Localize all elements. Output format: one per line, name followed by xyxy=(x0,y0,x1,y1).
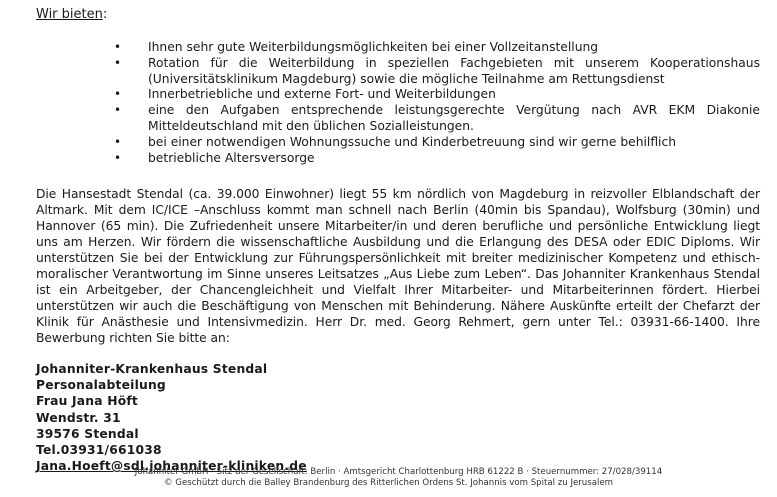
bullet-icon: • xyxy=(114,103,122,118)
address-city: 39576 Stendal xyxy=(36,426,139,441)
benefit-text: eine den Aufgaben entsprechende leistungsgerechte Vergütung nach AVR EKM Diakonie Mitteldeutschland mit den üblichen Sozialleistungen. xyxy=(148,103,760,133)
offer-heading xyxy=(36,7,107,23)
bullet-icon: • xyxy=(114,55,122,70)
benefit-item xyxy=(110,135,760,151)
address-email-link[interactable]: Jana.Hoeft@sdl.johanniter-kliniken.de xyxy=(36,459,307,474)
offer-heading-text: Wir bieten xyxy=(36,7,103,22)
benefit-item xyxy=(110,40,760,56)
description-paragraph: Die Hansestadt Stendal (ca. 39.000 Einwohner) liegt 55 km nördlich von Magdeburg in reizvoller Elblandschaft der Altmark. Mit dem IC/ICE –Anschluss kommt man schnell nach Berlin (40min bis Spandau), Wolfsburg (30min) und Hannover (65 min). Die Zufriedenheit unsere Mitarbeiter/in und deren berufliche und persönliche Entwicklung liegt uns am Herzen. Wir fördern die wissenschaftliche Ausbildung und die Erlangung des DESA oder EDIC Diploms. Wir unterstützen Sie bei der Entwicklung zur Führungspersönlichkeit mit breiter medizinischer Kompetenz und ethisch-moralischer Verantwortung im Sinne unseres Leitsatzes „Aus Liebe zum Leben“. Das Johanniter Krankenhaus Stendal ist ein Arbeitgeber, der Chancengleichheit und Vielfalt Ihrer Mitarbeiter- und Mitarbeiterinnen fördert. Hierbei unterstützen wir auch die Beschäftigung von Menschen mit Behinderung. Nähere Auskünfte erteilt der Chefarzt der Klinik für Anästhesie und Intensivmedizin. Herr Dr. med. Georg Rehmert, gern unter Tel.: 03931-66-1400. Ihre Bewerbung richten Sie bitte an: xyxy=(36,187,760,345)
bullet-icon: • xyxy=(114,134,122,149)
benefits-list xyxy=(110,40,760,166)
benefit-text: Rotation für die Weiterbildung in speziellen Fachgebieten mit unserem Kooperationshaus (Universitätsklinikum Magdeburg) sowie die mögliche Teilnahme am Rettungsdienst xyxy=(148,55,760,86)
footer-company-line: Johanniter GmbH · Sitz der Gesellschaft: Berlin · Amtsgericht Charlottenburg HRB 61222 B · Steuernummer: 27/028/39114 xyxy=(134,467,663,477)
footer-copyright-line: © Geschützt durch die Balley Brandenburg des Ritterlichen Ordens St. Johannis vom Spital zu Jerusalem xyxy=(163,478,614,488)
address-org: Johanniter-Krankenhaus Stendal xyxy=(36,362,268,376)
benefit-text: betriebliche Altersversorge xyxy=(148,150,315,165)
benefit-text: Ihnen sehr gute Weiterbildungsmöglichkeiten bei einer Vollzeitanstellung xyxy=(148,40,599,54)
benefit-item xyxy=(110,151,760,167)
application-address xyxy=(36,361,307,474)
bullet-icon: • xyxy=(114,87,122,102)
page-footer xyxy=(0,467,777,489)
address-dept: Personalabteilung xyxy=(36,378,166,393)
benefit-item xyxy=(110,87,760,103)
benefit-text: Innerbetriebliche und externe Fort- und Weiterbildungen xyxy=(148,87,496,102)
bullet-icon: • xyxy=(114,40,122,54)
benefit-item xyxy=(110,56,760,88)
address-street: Wendstr. 31 xyxy=(36,410,121,425)
address-contact: Frau Jana Höft xyxy=(36,394,138,409)
benefit-text: bei einer notwendigen Wohnungssuche und Kinderbetreuung sind wir gerne behilflich xyxy=(148,134,677,149)
benefit-item xyxy=(110,103,760,135)
address-phone: Tel.03931/661038 xyxy=(36,443,162,458)
offer-heading-colon: : xyxy=(102,7,108,22)
bullet-icon: • xyxy=(114,150,122,165)
